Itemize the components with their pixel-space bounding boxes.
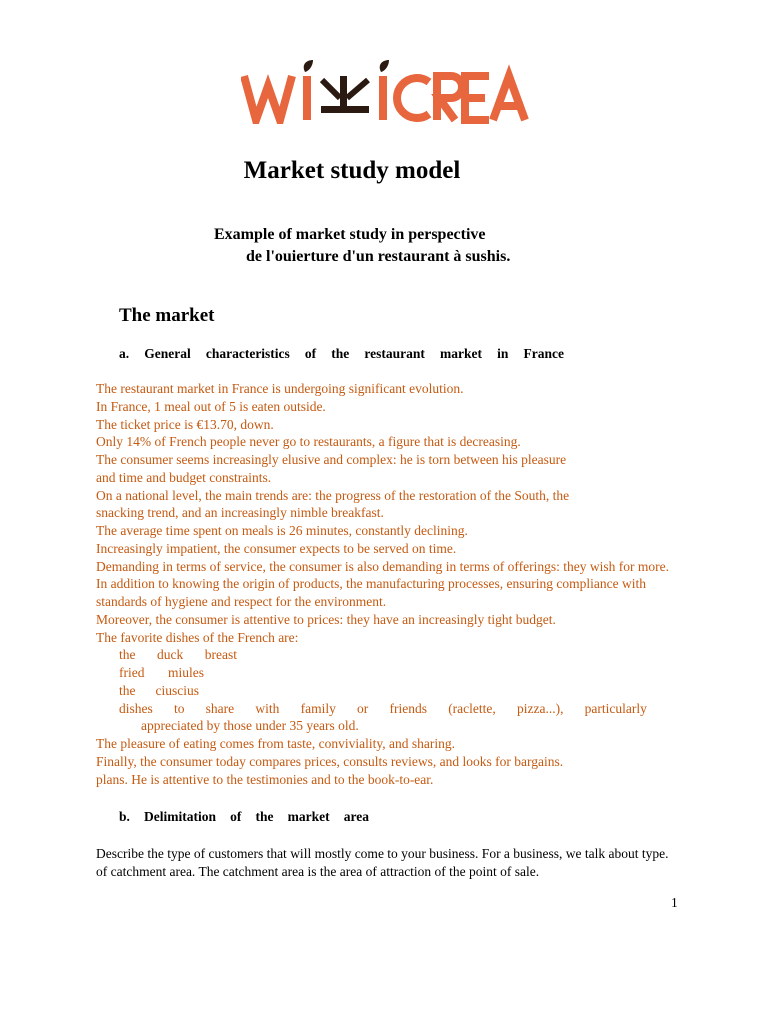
dish-item	[119, 664, 204, 682]
body-line: of catchment area. The catchment area is the area of attraction of the point of sale.	[96, 864, 540, 879]
page-number: 1	[671, 895, 678, 910]
dish-word: particularly	[584, 700, 647, 716]
dish-word: fried	[119, 665, 145, 680]
subtitle-line-1: Example of market study in perspective	[214, 226, 486, 243]
body-line: The pleasure of eating comes from taste, conviviality, and sharing.	[96, 736, 456, 751]
document-title: Market study model	[243, 157, 461, 184]
subsection-b-marker: b.	[119, 809, 130, 824]
dish-item-continuation: appreciated by those under 35 years old.	[141, 718, 359, 734]
subtitle-line-2: de l'ouierture d'un restaurant à sushis.	[246, 248, 511, 265]
body-line: Describe the type of customers that will mostly come to your business. For a business, we talk about type.	[96, 846, 669, 861]
dish-word: duck	[157, 647, 184, 663]
body-line: In addition to knowing the origin of products, the manufacturing processes, ensuring compliance with	[96, 576, 646, 592]
body-line: Only 14% of French people never go to restaurants, a figure that is decreasing.	[96, 434, 521, 450]
body-line: On a national level, the main trends are: the progress of the restoration of the South, the	[96, 487, 570, 503]
subsection-a-marker: a.	[119, 346, 130, 361]
body-line: and time and budget constraints.	[96, 469, 272, 485]
dish-word: the	[119, 647, 136, 663]
dish-word: friends	[389, 700, 427, 716]
dish-item	[119, 700, 647, 718]
body-line: The ticket price is €13.70, down.	[96, 416, 274, 432]
dish-word: ciuscius	[155, 682, 199, 698]
body-line: Moreover, the consumer is attentive to prices: they have an increasingly tight budget.	[96, 611, 556, 627]
dish-item	[119, 646, 237, 664]
body-line: The consumer seems increasingly elusive and complex: he is torn between his pleasure	[96, 452, 567, 467]
body-line: The average time spent on meals is 26 minutes, constantly declining.	[96, 523, 468, 538]
heading-word: General	[144, 346, 191, 361]
body-line: Demanding in terms of service, the consumer is also demanding in terms of offerings: they wish for more.	[96, 558, 669, 574]
body-line: Increasingly impatient, the consumer expects to be served on time.	[96, 540, 457, 556]
section-heading: The market	[119, 305, 215, 326]
heading-word: market	[287, 809, 330, 824]
market-characteristics-body	[96, 380, 732, 788]
body-line: In France, 1 meal out of 5 is eaten outside.	[96, 398, 326, 414]
heading-word: the	[331, 346, 350, 361]
heading-word: the	[255, 809, 274, 824]
dish-word: dishes	[119, 700, 153, 716]
body-line: plans. He is attentive to the testimonies and to the book-to-ear.	[96, 771, 434, 787]
body-line: The restaurant market in France is undergoing significant evolution.	[96, 381, 464, 396]
dish-word: pizza...),	[516, 700, 564, 716]
heading-word: Delimitation	[144, 809, 217, 824]
dish-word: miules	[168, 665, 204, 680]
heading-word: characteristics	[205, 346, 290, 361]
dish-word: with	[255, 700, 280, 716]
market-area-body	[96, 845, 736, 881]
heading-word: restaurant	[364, 346, 425, 361]
body-line: The favorite dishes of the French are:	[96, 629, 299, 645]
wikicrea-logo	[241, 58, 531, 124]
heading-word: in	[497, 346, 509, 361]
heading-word: France	[523, 346, 564, 361]
dish-word: to	[173, 700, 185, 716]
heading-word: of	[304, 346, 317, 361]
subsection-a-heading	[119, 346, 564, 362]
dish-word: the	[119, 682, 136, 698]
dish-word: share	[205, 700, 235, 716]
dish-word: family	[300, 700, 336, 716]
subsection-b-heading	[119, 809, 369, 825]
dish-word: breast	[204, 647, 237, 663]
heading-word: of	[230, 809, 242, 824]
dish-word: (raclette,	[448, 700, 496, 716]
heading-word: area	[343, 809, 369, 824]
dish-item	[119, 682, 199, 700]
body-line: Finally, the consumer today compares prices, consults reviews, and looks for bargains.	[96, 753, 564, 769]
body-line: standards of hygiene and respect for the environment.	[96, 594, 387, 609]
dish-word: or	[357, 700, 369, 716]
heading-word: market	[440, 346, 482, 361]
body-line: snacking trend, and an increasingly nimble breakfast.	[96, 505, 384, 521]
